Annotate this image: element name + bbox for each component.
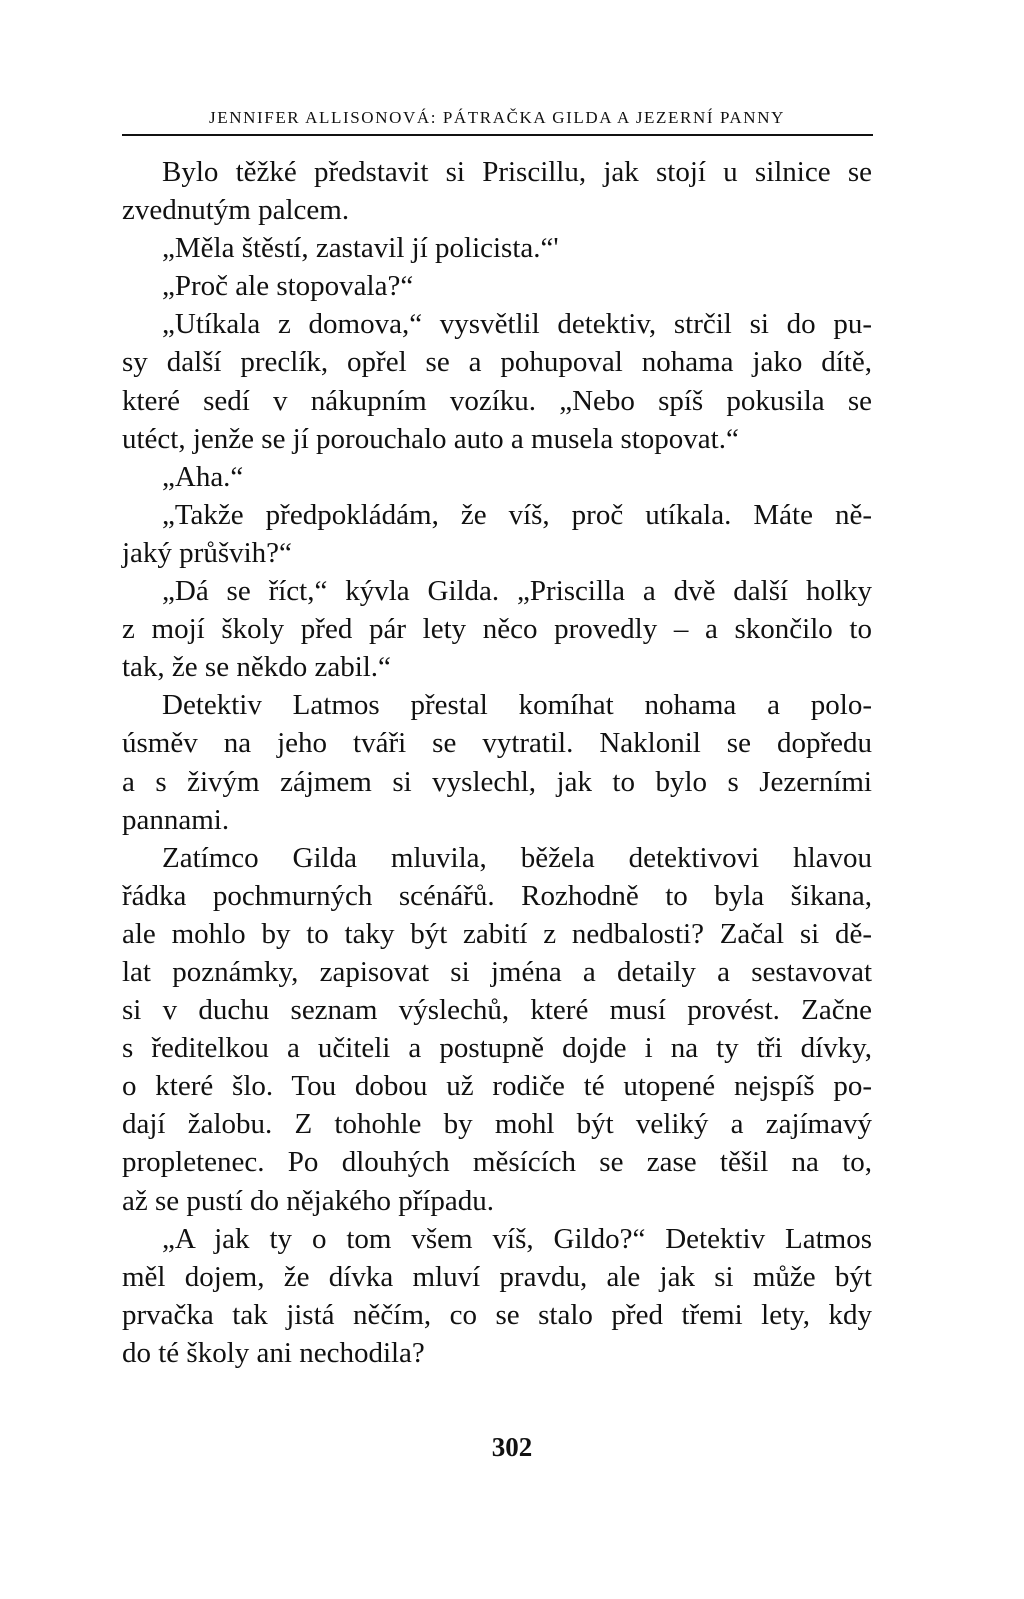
text-line: prvačka tak jistá něčím, co se stalo před třemi lety, kdy [122,1298,872,1331]
text-line: „Utíkala z domova,“ vysvětlil detektiv, strčil si do pu- [162,308,872,341]
text-line: až se pustí do nějakého případu. [122,1184,495,1217]
text-line: dají žalobu. Z tohohle by mohl být veliký a zajímavý [122,1108,872,1141]
text-line: si v duchu seznam výslechů, které musí provést. Začne [122,994,872,1027]
text-line: ale mohlo by to taky být zabití z nedbalosti? Začal si dě- [122,917,872,950]
text-line: řádka pochmurných scénářů. Rozhodně to byla šikana, [122,879,872,912]
text-line: jaký průšvih?“ [122,536,292,569]
text-line: lat poznámky, zapisovat si jména a detaily a sestavovat [122,955,872,988]
text-line: Zatímco Gilda mluvila, běžela detektivovi hlavou [162,841,872,874]
text-line: do té školy ani nechodila? [122,1336,425,1369]
text-line: o které šlo. Tou dobou už rodiče té utopené nejspíš po- [122,1070,872,1103]
text-line: s ředitelkou a učiteli a postupně dojde i na ty tři dívky, [122,1032,872,1065]
text-line: Detektiv Latmos přestal komíhat nohama a polo- [162,689,872,722]
text-line: tak, že se někdo zabil.“ [122,651,391,684]
text-line: a s živým zájmem si vyslechl, jak to bylo s Jezerními [122,765,872,798]
text-line: „Proč ale stopovala?“ [162,270,414,303]
page-number: 302 [491,1432,533,1462]
text-line: pannami. [122,803,230,836]
text-line: utéct, jenže se jí porouchalo auto a musela stopovat.“ [122,422,739,455]
text-line: „Měla štěstí, zastavil jí policista.“' [162,232,559,265]
text-line: z mojí školy před pár lety něco provedly – a skončilo to [122,613,872,646]
text-line: „Aha.“ [162,460,244,493]
text-line: úsměv na jeho tváři se vytratil. Naklonil se dopředu [122,727,872,760]
text-line: „Takže předpokládám, že víš, proč utíkala. Máte ně- [162,498,872,531]
body-text [122,153,872,1372]
text-line: zvednutým palcem. [122,194,350,227]
text-line: které sedí v nákupním vozíku. „Nebo spíš pokusila se [122,384,872,417]
text-line: měl dojem, že dívka mluví pravdu, ale jak si může být [122,1260,872,1293]
running-header: JENNIFER ALLISONOVÁ: PÁTRAČKA GILDA A JEZERNÍ PANNY [209,108,785,127]
text-line: sy další preclík, opřel se a pohupoval nohama jako dítě, [122,346,872,379]
header-rule [122,134,873,136]
text-line: „Dá se říct,“ kývla Gilda. „Priscilla a dvě další holky [162,575,872,608]
text-line: propletenec. Po dlouhých měsících se zase těšil na to, [122,1146,872,1179]
text-line: „A jak ty o tom všem víš, Gildo?“ Detektiv Latmos [162,1222,872,1255]
text-line: Bylo těžké představit si Priscillu, jak stojí u silnice se [162,156,872,188]
